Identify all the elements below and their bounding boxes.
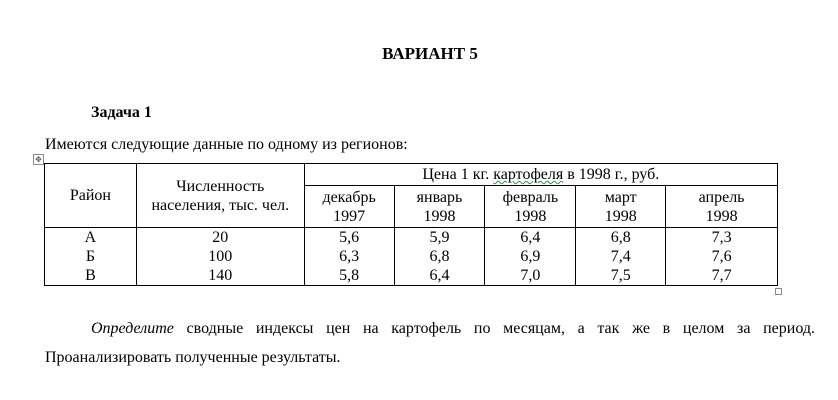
cell-region: А	[45, 228, 137, 248]
header-month	[576, 186, 666, 228]
table-row	[45, 266, 778, 286]
month-name: январь	[416, 188, 463, 206]
cell-price: 7,4	[576, 247, 666, 266]
paragraph-line1-text: сводные индексы цен на картофель по месяцам, а так же в целом за период.	[173, 320, 815, 337]
table-row	[45, 247, 778, 266]
paragraph-line-2: Проанализировать полученные результаты.	[45, 349, 341, 366]
header-region: Район	[45, 164, 137, 228]
header-month	[485, 186, 576, 228]
cell-price: 5,6	[304, 228, 394, 248]
cell-price: 7,3	[666, 228, 778, 248]
cell-price: 7,0	[485, 266, 576, 286]
cell-price: 5,9	[394, 228, 485, 248]
month-year: 1998	[423, 207, 456, 225]
table-move-handle-icon[interactable]: ✥	[33, 154, 44, 165]
header-price-prefix: Цена 1 кг.	[422, 166, 494, 183]
cell-price: 7,5	[576, 266, 666, 286]
cell-price: 7,7	[666, 266, 778, 286]
header-month	[666, 186, 778, 228]
header-month	[394, 186, 485, 228]
month-year: 1997	[333, 207, 366, 225]
month-name: декабрь	[322, 188, 376, 206]
table-resize-handle[interactable]	[775, 288, 782, 295]
intro-text: Имеются следующие данные по одному из регионов:	[45, 136, 408, 153]
month-year: 1998	[705, 207, 738, 225]
header-price-word: картофеля	[493, 166, 564, 183]
cell-price: 6,4	[485, 228, 576, 248]
cell-price: 6,9	[485, 247, 576, 266]
month-name: апрель	[698, 188, 745, 206]
month-name: март	[604, 188, 637, 206]
cell-population: 140	[136, 266, 304, 286]
month-year: 1998	[514, 207, 547, 225]
header-price	[304, 164, 777, 186]
cell-price: 6,8	[576, 228, 666, 248]
cell-price: 7,6	[666, 247, 778, 266]
cell-price: 6,8	[394, 247, 485, 266]
paragraph-line-1	[45, 314, 815, 343]
month-name: февраль	[502, 188, 559, 206]
cell-region: Б	[45, 247, 137, 266]
paragraph-italic-word: Определите	[91, 320, 174, 337]
cell-region: В	[45, 266, 137, 286]
page-title: ВАРИАНТ 5	[382, 44, 478, 63]
cell-price: 6,4	[394, 266, 485, 286]
cell-price: 5,8	[304, 266, 394, 286]
task-heading: Задача 1	[91, 104, 152, 121]
header-population: Численность населения, тыс. чел.	[136, 164, 304, 228]
cell-price: 6,3	[304, 247, 394, 266]
header-month	[304, 186, 394, 228]
cell-population: 20	[136, 228, 304, 248]
cell-population: 100	[136, 247, 304, 266]
header-price-suffix: в 1998 г., руб.	[563, 166, 660, 183]
table-row	[45, 228, 778, 248]
month-year: 1998	[604, 207, 637, 225]
task-paragraph	[45, 314, 815, 372]
price-table	[44, 163, 778, 286]
